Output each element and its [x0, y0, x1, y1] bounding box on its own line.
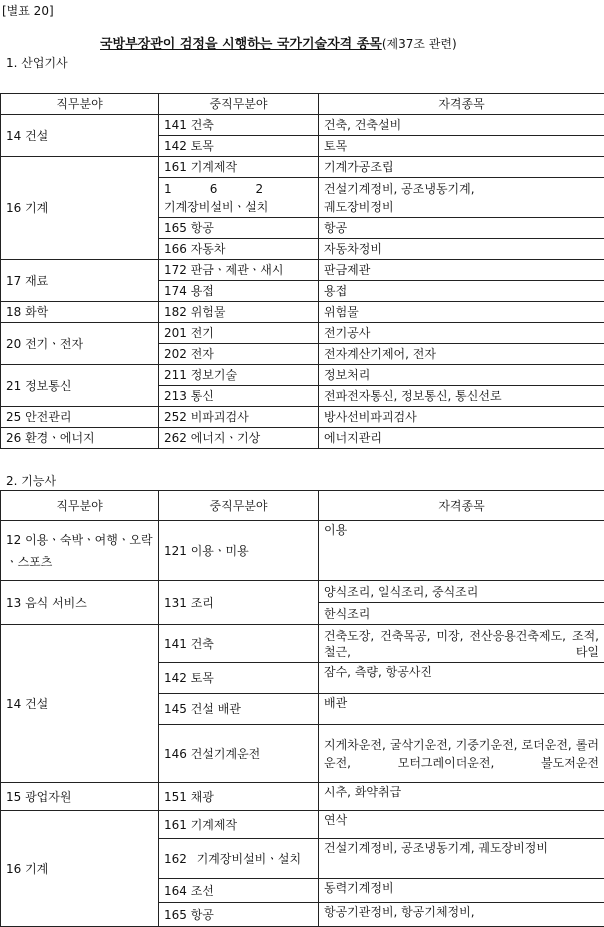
qualification-cell: 항공	[319, 218, 604, 239]
header-sub-field: 중직무분야	[159, 94, 319, 115]
sub-field-cell: 201 전기	[159, 323, 319, 344]
qualification-cell: 이용	[319, 521, 604, 581]
sub-field-cell: 121 이용ㆍ미용	[159, 521, 319, 581]
section-heading-craftsman: 2. 기능사	[6, 472, 56, 489]
qualification-cell: 전자계산기제어, 전자	[319, 344, 604, 365]
sub-field-cell: 141 건축	[159, 625, 319, 663]
job-field-cell: 25 안전관리	[1, 407, 159, 428]
job-field-cell: 16 기계	[1, 811, 159, 927]
qualification-cell: 위험물	[319, 302, 604, 323]
qualification-cell: 정보처리	[319, 365, 604, 386]
section-heading-industrial: 1. 산업기사	[6, 54, 68, 71]
sub-field-number: 1 6 2	[164, 180, 313, 198]
industrial-engineer-table	[0, 93, 604, 449]
qualification-cell: 토목	[319, 136, 604, 157]
sub-field-cell: 262 에너지ㆍ기상	[159, 428, 319, 449]
header-job-field: 직무분야	[1, 94, 159, 115]
sub-field-cell: 172 판금ㆍ제관ㆍ새시	[159, 260, 319, 281]
sub-field-cell: 164 조선	[159, 879, 319, 903]
header-sub-field: 중직무분야	[159, 491, 319, 521]
sub-field-cell: 165 항공	[159, 903, 319, 927]
job-field-cell: 26 환경ㆍ에너지	[1, 428, 159, 449]
sub-field-cell: 161 기계제작	[159, 157, 319, 178]
qualification-line: 궤도장비정비	[324, 198, 599, 216]
qualification-cell: 배관	[319, 694, 604, 725]
annex-label: [별표 20]	[2, 2, 54, 19]
table-header-row	[1, 491, 604, 521]
table-row	[1, 581, 604, 603]
qualification-line: 건설기계정비, 공조냉동기계,	[324, 180, 599, 198]
sub-field-cell: 146 건설기계운전	[159, 725, 319, 783]
qualification-cell: 양식조리, 일식조리, 중식조리	[319, 581, 604, 603]
table-row	[1, 323, 604, 344]
qualification-cell: 잠수, 측량, 항공사진	[319, 663, 604, 694]
table-row	[1, 783, 604, 811]
sub-field-cell: 182 위험물	[159, 302, 319, 323]
sub-field-cell: 141 건축	[159, 115, 319, 136]
sub-field-cell: 161 기계제작	[159, 811, 319, 839]
job-field-cell: 13 음식 서비스	[1, 581, 159, 625]
sub-field-cell: 162 기계장비설비ㆍ설치	[159, 839, 319, 879]
table-row	[1, 428, 604, 449]
sub-field-cell: 166 자동차	[159, 239, 319, 260]
qualification-cell: 항공기관정비, 항공기체정비,	[319, 903, 604, 927]
qualification-cell: 기계가공조립	[319, 157, 604, 178]
title-suffix: (제37조 관련)	[382, 37, 457, 51]
job-field-cell: 16 기계	[1, 157, 159, 260]
sub-field-cell: 213 통신	[159, 386, 319, 407]
qualification-cell: 에너지관리	[319, 428, 604, 449]
sub-field-cell: 142 토목	[159, 663, 319, 694]
table-row	[1, 811, 604, 839]
qualification-cell: 지게차운전, 굴삭기운전, 기중기운전, 로더운전, 롤러운전, 모터그레이더운전, 불도저운전	[319, 725, 604, 783]
sub-field-cell: 252 비파괴검사	[159, 407, 319, 428]
table-row	[1, 260, 604, 281]
qualification-cell: 건설기계정비, 공조냉동기계, 궤도장비정비	[319, 839, 604, 879]
job-field-cell: 18 화학	[1, 302, 159, 323]
qualification-cell	[319, 178, 604, 218]
qualification-cell: 건축도장, 건축목공, 미장, 전산응용건축제도, 조적, 철근, 타일	[319, 625, 604, 663]
qualification-cell: 판금제관	[319, 260, 604, 281]
qualification-cell: 연삭	[319, 811, 604, 839]
job-field-cell: 12 이용ㆍ숙박ㆍ여행ㆍ오락ㆍ스포츠	[1, 521, 159, 581]
sub-field-cell: 202 전자	[159, 344, 319, 365]
qualification-cell: 전파전자통신, 정보통신, 통신선로	[319, 386, 604, 407]
qualification-cell: 건축, 건축설비	[319, 115, 604, 136]
sub-field-cell: 145 건설 배관	[159, 694, 319, 725]
job-field-cell: 21 정보통신	[1, 365, 159, 407]
document-title	[100, 33, 457, 52]
job-field-cell: 14 건설	[1, 625, 159, 783]
job-field-cell: 14 건설	[1, 115, 159, 157]
title-main: 국방부장관이 검정을 시행하는 국가기술자격 종목	[100, 37, 382, 52]
qualification-cell: 방사선비파괴검사	[319, 407, 604, 428]
table-header-row	[1, 94, 604, 115]
sub-field-cell: 151 채광	[159, 783, 319, 811]
job-field-cell: 15 광업자원	[1, 783, 159, 811]
table-row	[1, 625, 604, 663]
table-row	[1, 365, 604, 386]
sub-field-cell: 174 용접	[159, 281, 319, 302]
table-row	[1, 407, 604, 428]
qualification-cell: 자동차정비	[319, 239, 604, 260]
job-field-cell: 17 재료	[1, 260, 159, 302]
craftsman-table	[0, 490, 604, 927]
qualification-cell: 전기공사	[319, 323, 604, 344]
sub-field-cell: 211 정보기술	[159, 365, 319, 386]
qualification-cell: 시추, 화약취급	[319, 783, 604, 811]
qualification-cell: 용접	[319, 281, 604, 302]
table-row	[1, 157, 604, 178]
header-job-field: 직무분야	[1, 491, 159, 521]
job-field-cell: 20 전기ㆍ전자	[1, 323, 159, 365]
qualification-cell: 동력기계정비	[319, 879, 604, 903]
table-row	[1, 302, 604, 323]
sub-field-cell: 165 항공	[159, 218, 319, 239]
sub-field-cell: 142 토목	[159, 136, 319, 157]
sub-field-name: 기계장비설비ㆍ설치	[164, 198, 313, 216]
qualification-cell: 한식조리	[319, 603, 604, 625]
sub-field-cell	[159, 178, 319, 218]
header-qualification: 자격종목	[319, 94, 604, 115]
table-row	[1, 521, 604, 581]
table-row	[1, 115, 604, 136]
sub-field-cell: 131 조리	[159, 581, 319, 625]
header-qualification: 자격종목	[319, 491, 604, 521]
